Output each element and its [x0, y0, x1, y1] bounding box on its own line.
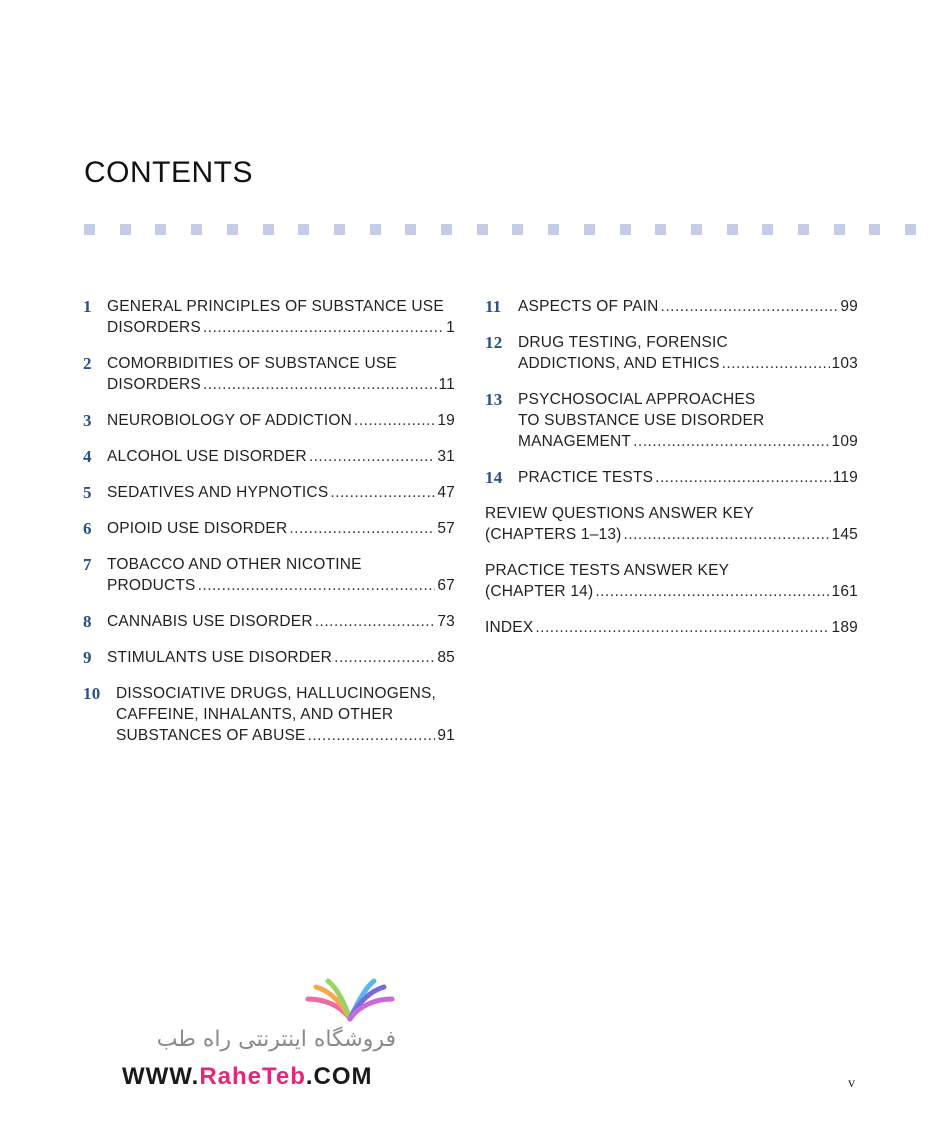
page-number: 73: [437, 613, 455, 630]
entry-body: [107, 482, 455, 503]
divider-square: [477, 224, 488, 235]
divider-square: [727, 224, 738, 235]
divider-square: [298, 224, 309, 235]
page-number: 67: [437, 577, 455, 594]
entry-body: [485, 503, 858, 545]
entry-title-line: NEUROBIOLOGY OF ADDICTION: [107, 412, 353, 429]
dot-leader: [655, 467, 831, 488]
divider-square: [620, 224, 631, 235]
entry-body: [107, 446, 455, 467]
page-title: CONTENTS: [84, 156, 253, 189]
entry-body: [107, 647, 455, 668]
entry-last-line: [107, 374, 455, 395]
entry-body: [518, 389, 858, 452]
toc-entry[interactable]: [485, 296, 858, 317]
open-book-icon: [302, 977, 398, 1023]
divider-square: [584, 224, 595, 235]
entry-last-line: [107, 647, 455, 668]
entry-last-line: [107, 611, 455, 632]
entry-body: [107, 554, 455, 596]
entry-title-line: SEDATIVES AND HYPNOTICS: [107, 484, 329, 501]
entry-body: [485, 560, 858, 602]
divider-square: [441, 224, 452, 235]
page-number: 47: [437, 484, 455, 501]
entry-body: [107, 518, 455, 539]
chapter-number: 9: [83, 648, 92, 667]
toc-entry[interactable]: [485, 560, 858, 602]
entry-last-line: [107, 518, 455, 539]
entry-title-line: ALCOHOL USE DISORDER: [107, 448, 307, 465]
entry-body: [107, 296, 455, 338]
toc-entry[interactable]: [83, 647, 455, 668]
dot-leader: [330, 482, 435, 503]
watermark-url-prefix: WWW.: [122, 1063, 200, 1090]
entry-title-line: GENERAL PRINCIPLES OF SUBSTANCE USE: [107, 298, 444, 315]
entry-title-line: MANAGEMENT: [518, 433, 632, 450]
dot-leader: [203, 317, 444, 338]
divider-square: [691, 224, 702, 235]
entry-title-line: PRACTICE TESTS ANSWER KEY: [485, 562, 730, 579]
entry-last-line: [107, 317, 455, 338]
toc-entry[interactable]: [83, 410, 455, 431]
entry-last-line: [107, 575, 455, 596]
watermark-url: [122, 1063, 373, 1091]
toc-entry[interactable]: [83, 518, 455, 539]
dot-leader: [289, 518, 435, 539]
entry-title-line: ASPECTS OF PAIN: [518, 298, 659, 315]
entry-body: [518, 467, 858, 488]
divider-square: [762, 224, 773, 235]
divider-square: [869, 224, 880, 235]
toc-entry[interactable]: [83, 683, 455, 746]
dot-leader: [198, 575, 436, 596]
entry-last-line: [518, 431, 858, 452]
chapter-number: 7: [83, 555, 92, 574]
entry-last-line: [107, 482, 455, 503]
page-number: 161: [831, 583, 858, 600]
dot-leader: [535, 617, 829, 638]
page-number: 145: [831, 526, 858, 543]
chapter-number: 4: [83, 447, 92, 466]
chapter-number: 6: [83, 519, 92, 538]
entry-title-line: PRACTICE TESTS: [518, 469, 654, 486]
entry-title-line: CAFFEINE, INHALANTS, AND OTHER: [116, 706, 394, 723]
toc-entry[interactable]: [83, 611, 455, 632]
entry-title-line: DISSOCIATIVE DRUGS, HALLUCINOGENS,: [116, 685, 437, 702]
dot-leader: [203, 374, 437, 395]
dot-leader: [595, 581, 829, 602]
toc-entry[interactable]: [83, 554, 455, 596]
dot-leader: [309, 446, 436, 467]
dot-leader: [334, 647, 435, 668]
entry-title-line: COMORBIDITIES OF SUBSTANCE USE: [107, 355, 397, 372]
watermark-persian-text: فروشگاه اینترنتی راه طب: [156, 1027, 396, 1052]
divider-square: [334, 224, 345, 235]
chapter-number: 8: [83, 612, 92, 631]
divider-square: [834, 224, 845, 235]
page-number: 119: [832, 469, 858, 486]
divider-square: [405, 224, 416, 235]
page-folio: v: [848, 1076, 855, 1091]
entry-body: [518, 332, 858, 374]
divider-square: [548, 224, 559, 235]
divider-square: [512, 224, 523, 235]
chapter-number: 12: [485, 333, 503, 352]
chapter-number: 1: [83, 297, 92, 316]
entry-title-line: TO SUBSTANCE USE DISORDER: [518, 412, 765, 429]
entry-title-line: CANNABIS USE DISORDER: [107, 613, 313, 630]
entry-body: [518, 296, 858, 317]
page-number: 1: [446, 319, 455, 336]
divider-square: [905, 224, 916, 235]
entry-title-line: REVIEW QUESTIONS ANSWER KEY: [485, 505, 754, 522]
divider-square: [263, 224, 274, 235]
toc-entry[interactable]: [485, 389, 858, 452]
entry-last-line: [485, 581, 858, 602]
chapter-number: 5: [83, 483, 92, 502]
dot-leader: [354, 410, 435, 431]
toc-entry[interactable]: [485, 617, 858, 638]
page-number: 31: [437, 448, 455, 465]
watermark-url-brand: RaheTeb: [199, 1063, 306, 1090]
page-number: 109: [831, 433, 858, 450]
divider-square: [798, 224, 809, 235]
divider-square: [370, 224, 381, 235]
divider-dots: [84, 224, 929, 236]
entry-title-line: TOBACCO AND OTHER NICOTINE: [107, 556, 362, 573]
entry-title-line: ADDICTIONS, AND ETHICS: [518, 355, 720, 372]
entry-last-line: [485, 617, 858, 638]
chapter-number: 13: [485, 390, 503, 409]
watermark-logo: [120, 975, 410, 1090]
toc-right-column: [485, 296, 858, 638]
entry-title-line: STIMULANTS USE DISORDER: [107, 649, 333, 666]
toc-left-column: [83, 296, 455, 746]
divider-square: [191, 224, 202, 235]
entry-last-line: [518, 467, 858, 488]
chapter-number: 10: [83, 684, 101, 703]
chapter-number: 2: [83, 354, 92, 373]
divider-square: [655, 224, 666, 235]
page-number: 11: [438, 376, 455, 393]
toc-entry[interactable]: [485, 332, 858, 374]
page-number: 19: [437, 412, 455, 429]
entry-body: [107, 410, 455, 431]
divider-square: [227, 224, 238, 235]
dot-leader: [315, 611, 436, 632]
toc-entry[interactable]: [83, 482, 455, 503]
entry-body: [107, 353, 455, 395]
toc-entry[interactable]: [485, 503, 858, 545]
entry-last-line: [107, 410, 455, 431]
chapter-number: 3: [83, 411, 92, 430]
dot-leader: [722, 353, 830, 374]
entry-last-line: [116, 725, 455, 746]
toc-entry[interactable]: [83, 446, 455, 467]
page-number: 103: [831, 355, 858, 372]
page-number: 91: [437, 727, 455, 744]
chapter-number: 11: [485, 297, 502, 316]
toc-entry[interactable]: [485, 467, 858, 488]
entry-last-line: [518, 353, 858, 374]
entry-title-line: OPIOID USE DISORDER: [107, 520, 288, 537]
entry-title-line: DISORDERS: [107, 319, 201, 336]
toc-entry[interactable]: [83, 353, 455, 395]
entry-last-line: [485, 524, 858, 545]
entry-body: [116, 683, 455, 746]
divider-square: [155, 224, 166, 235]
entry-title-line: PRODUCTS: [107, 577, 196, 594]
entry-title-line: (CHAPTER 14): [485, 583, 594, 600]
entry-body: [107, 611, 455, 632]
dot-leader: [661, 296, 839, 317]
watermark-url-suffix: .COM: [305, 1063, 373, 1090]
page-number: 85: [437, 649, 455, 666]
dot-leader: [308, 725, 436, 746]
entry-title-line: SUBSTANCES OF ABUSE: [116, 727, 306, 744]
entry-title-line: PSYCHOSOCIAL APPROACHES: [518, 391, 756, 408]
divider-square: [84, 224, 95, 235]
divider-square: [120, 224, 131, 235]
entry-title-line: DRUG TESTING, FORENSIC: [518, 334, 728, 351]
entry-last-line: [518, 296, 858, 317]
entry-body: [485, 617, 858, 638]
entry-title-line: (CHAPTERS 1–13): [485, 526, 622, 543]
chapter-number: 14: [485, 468, 503, 487]
toc-entry[interactable]: [83, 296, 455, 338]
dot-leader: [624, 524, 830, 545]
entry-title-line: DISORDERS: [107, 376, 201, 393]
page-number: 189: [831, 619, 858, 636]
entry-last-line: [107, 446, 455, 467]
entry-title-line: INDEX: [485, 619, 534, 636]
page-number: 99: [840, 298, 858, 315]
dot-leader: [633, 431, 829, 452]
page-number: 57: [437, 520, 455, 537]
